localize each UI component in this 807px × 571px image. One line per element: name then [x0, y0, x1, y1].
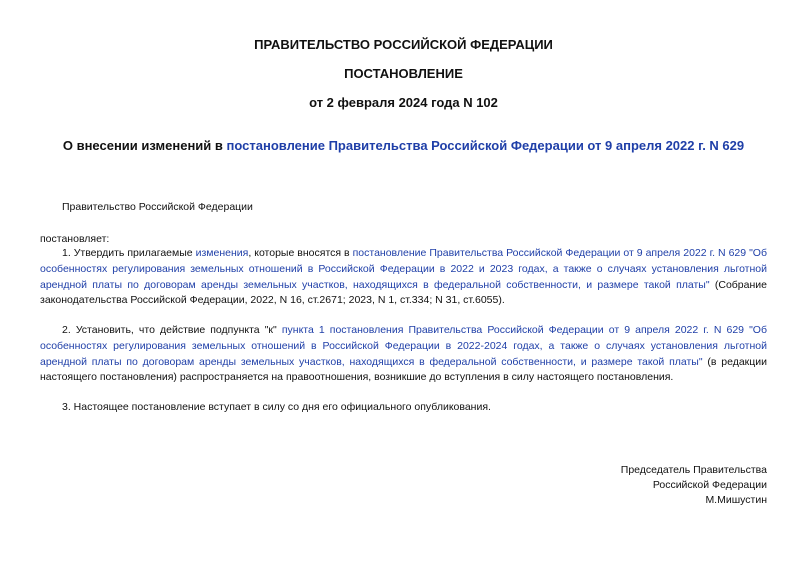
resolution-629-link[interactable]: постановление Правительства Российской Федерации от 9 апреля 2022 г. N 629 "Об особенностях регулирования земельных отношений в Российской Федерации в 2022 и 2023 годах, а также о случаях установления льготной арендной платы по договорам аренды земельных участков, находящихся в федеральной собственности, и размере такой платы" — [40, 247, 767, 291]
paragraph-1-text-2: , которые вносятся в — [248, 247, 353, 259]
signature-name: М.Мишустин — [705, 494, 767, 506]
paragraph-2-text-2: (в редакции настоящего постановления) распространяется на правоотношения, возникшие до вступления в силу настоящего постановления. — [40, 355, 767, 384]
issuer-line: Правительство Российской Федерации — [62, 201, 253, 213]
paragraph-3: 3. Настоящее постановление вступает в силу со дня его официального опубликования. — [62, 401, 491, 413]
paragraph-2-text-1: 2. Установить, что действие подпункта "к" — [62, 324, 282, 336]
signature-title-2: Российской Федерации — [652, 479, 767, 491]
amendments-link[interactable]: изменения — [195, 247, 249, 259]
paragraph-1 — [40, 246, 767, 309]
date-number-heading: от 2 февраля 2024 года N 102 — [309, 95, 498, 110]
decides-line: постановляет: — [40, 233, 110, 245]
resolution-629-item-1-link[interactable]: пункта 1 постановления Правительства Российской Федерации от 9 апреля 2022 г. N 629 "Об особенностях регулирования земельных отношений в Российской Федерации в 2022-2024 годах, а также о случаях установления льготной арендной платы по договорам аренды земельных участков, находящихся в федеральной собственности, и размере такой платы" — [40, 324, 767, 368]
document-type-heading: ПОСТАНОВЛЕНИЕ — [344, 66, 463, 81]
paragraph-1-text-3: (Собрание законодательства Российской Федерации, 2022, N 16, ст.2671; 2023, N 1, ст.334; N 31, ст.6055). — [40, 278, 767, 307]
signature-title-1: Председатель Правительства — [620, 464, 767, 476]
subject-prefix: О внесении изменений в — [62, 138, 227, 153]
subject-link[interactable]: постановление Правительства Российской Федерации от 9 апреля 2022 г. N 629 — [226, 138, 745, 153]
paragraph-1-text-1: 1. Утвердить прилагаемые — [62, 247, 196, 259]
government-heading: ПРАВИТЕЛЬСТВО РОССИЙСКОЙ ФЕДЕРАЦИИ — [254, 37, 553, 52]
document-subject — [0, 138, 807, 154]
paragraph-2 — [40, 323, 767, 386]
